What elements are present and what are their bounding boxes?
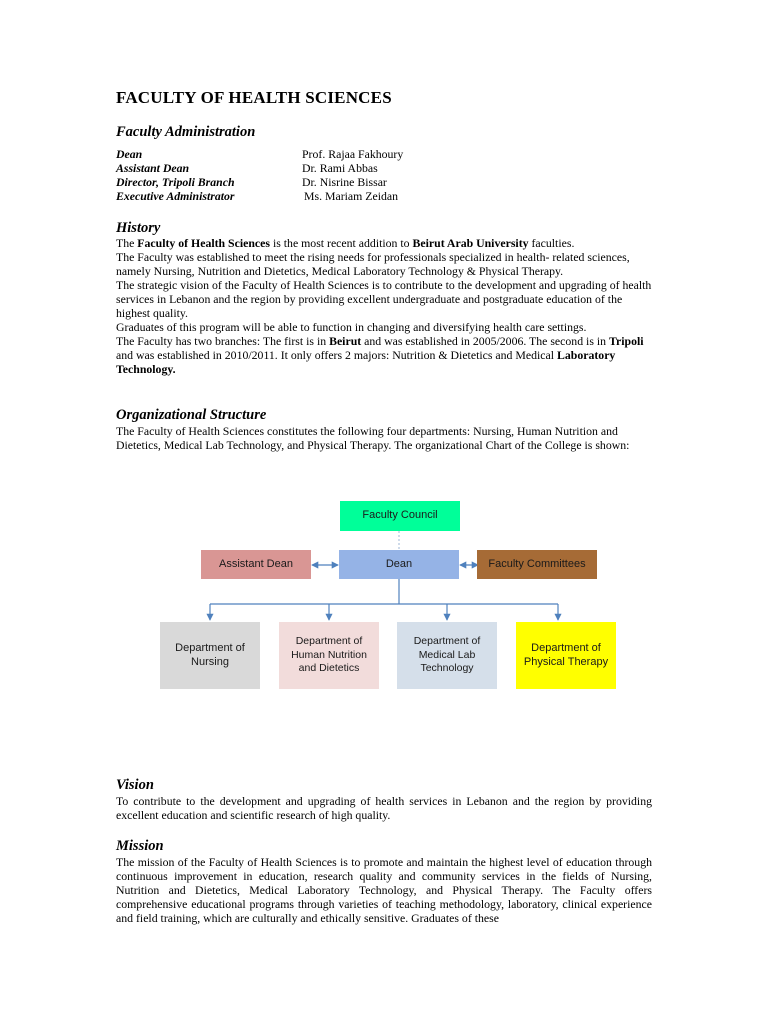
text-run: faculties. bbox=[528, 236, 575, 250]
admin-row bbox=[116, 175, 403, 189]
node-assistant-dean: Assistant Dean bbox=[201, 550, 311, 579]
history-paragraph-5 bbox=[116, 334, 652, 376]
node-dean: Dean bbox=[339, 550, 459, 579]
node-faculty-council: Faculty Council bbox=[340, 501, 460, 531]
admin-row bbox=[116, 147, 403, 161]
text-run: and was established in 2005/2006. The second is in bbox=[361, 334, 609, 348]
history-heading: History bbox=[116, 220, 161, 236]
node-dept-physio: Department of Physical Therapy bbox=[516, 622, 616, 689]
mission-heading: Mission bbox=[116, 838, 164, 854]
history-paragraph-3: The strategic vision of the Faculty of Health Sciences is to contribute to the development and upgrading of health services in Lebanon and the region by providing excellent undergraduate and postgraduate education of the highest quality. bbox=[116, 278, 652, 320]
history-paragraph-4: Graduates of this program will be able to function in changing and diversifying health care settings. bbox=[116, 320, 587, 334]
text-run-bold: Faculty of Health Sciences bbox=[137, 236, 270, 250]
text-run: and was established in 2010/2011. It only offers 2 majors: Nutrition & Dietetics and Medical bbox=[116, 348, 557, 362]
text-run-bold: Tripoli bbox=[609, 334, 644, 348]
page-title: FACULTY OF HEALTH SCIENCES bbox=[116, 88, 392, 107]
node-faculty-committees: Faculty Committees bbox=[477, 550, 597, 579]
admin-name: Dr. Nisrine Bissar bbox=[302, 175, 387, 189]
vision-text: To contribute to the development and upgrading of health services in Lebanon and the region by providing excellent education and scientific research of high quality. bbox=[116, 794, 652, 822]
admin-role: Dean bbox=[116, 147, 143, 161]
history-line-1 bbox=[116, 236, 652, 250]
admin-role: Director, Tripoli Branch bbox=[116, 175, 235, 189]
history-paragraph-2: The Faculty was established to meet the rising needs for professionals specialized in health- related sciences, namely Nursing, Nutrition and Dietetics, Medical Laboratory Technology & Physical Therapy. bbox=[116, 250, 630, 278]
text-run: The bbox=[116, 236, 138, 250]
history-text bbox=[116, 236, 652, 376]
text-run-bold: Beirut bbox=[329, 334, 362, 348]
text-run: is the most recent addition to bbox=[270, 236, 413, 250]
vision-heading: Vision bbox=[116, 777, 154, 793]
node-dept-medlab: Department of Medical Lab Technology bbox=[397, 622, 497, 689]
mission-text: The mission of the Faculty of Health Sciences is to promote and maintain the highest level of education through continuous improvement in education, research quality and community services in the fields of Nursing, Nutrition and Dietetics, Medical Laboratory Technology, and Physical Therapy. The Faculty offers comprehensive educational programs through varieties of teaching methodology, laboratory, clinical experience and field training, which are culturally and ethically sensitive. Graduates of these bbox=[116, 855, 652, 925]
admin-row bbox=[116, 161, 403, 175]
org-structure-text: The Faculty of Health Sciences constitutes the following four departments: Nursing, Human Nutrition and Dietetics, Medical Lab Technology, and Physical Therapy. The organizational Chart of the College is shown: bbox=[116, 424, 630, 452]
node-dept-nutrition: Department of Human Nutrition and Dietetics bbox=[279, 622, 379, 689]
text-run-bold: Beirut Arab University bbox=[412, 236, 529, 250]
org-structure-heading: Organizational Structure bbox=[116, 407, 267, 423]
admin-name: Ms. Mariam Zeidan bbox=[304, 189, 399, 203]
admin-role: Assistant Dean bbox=[116, 161, 190, 175]
admin-row bbox=[116, 189, 403, 203]
admin-name: Dr. Rami Abbas bbox=[302, 161, 378, 175]
admin-name: Prof. Rajaa Fakhoury bbox=[302, 147, 404, 161]
text-run-bold: Laboratory Technology. bbox=[116, 348, 616, 376]
node-dept-nursing: Department of Nursing bbox=[160, 622, 260, 689]
administration-list bbox=[116, 147, 403, 203]
administration-heading: Faculty Administration bbox=[116, 124, 256, 140]
admin-role: Executive Administrator bbox=[116, 189, 235, 203]
text-run: The Faculty has two branches: The first is in bbox=[116, 334, 330, 348]
